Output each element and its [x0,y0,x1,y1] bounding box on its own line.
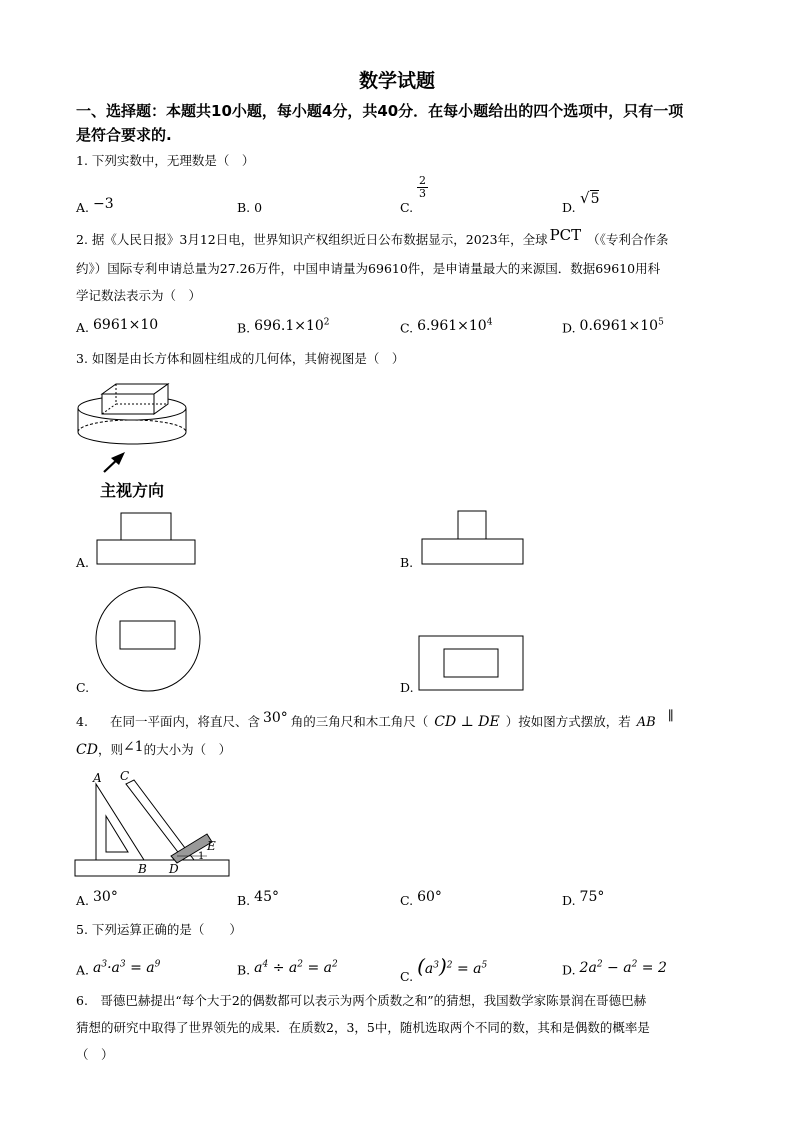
q2-line1-a: 2. 据《人民日报》3月12日电，世界知识产权组织近日公布数据显示，2023年，全球 [76,232,548,247]
q5-b-t1: a [254,959,263,976]
q4-b-value: 45° [254,889,279,905]
q1-stem: 1. 下列实数中，无理数是（ ） [76,153,255,168]
q2-c-exp: 4 [486,317,493,327]
q5-d-eq: = [641,959,654,976]
q2-line3: 学记数法表示为（ ） [76,288,202,303]
q5-b-e2: 2 [297,959,303,969]
q4-line1-c: ）按如图方式摆放，若 [505,714,631,729]
q4-angle-1: ∠1 [122,739,144,755]
q4-deg30: 30° [262,710,288,726]
q5-a-e2: 3 [119,959,126,969]
q4-a-value: 30° [93,889,118,905]
q5-b-t2: a [288,959,298,976]
q3-stem: 3. 如图是由长方体和圆柱组成的几何体，其俯视图是（ ） [76,351,405,366]
q1-option-a [76,196,114,216]
q5-c-lp: ( [417,954,425,978]
q3-view-direction-label: 主视方向 [100,481,165,500]
q4-line2-a: ，则 [97,742,123,757]
q4-d-label: D. [562,893,576,908]
q4-condition: CD ⊥ DE [434,714,500,730]
q2-a-value: 6961×10 [93,317,159,333]
q2-option-d [562,317,664,337]
q1-a-value: −3 [93,196,114,212]
q5-d-op: − [607,959,619,976]
q3-option-b-figure [421,510,524,566]
q5-a-t3: a [146,959,155,976]
section-heading-line1: 一、选择题：本题共10小题，每小题4分，共40分．在每小题给出的四个选项中，只有一项 [76,102,684,120]
q4-c-label: C. [400,893,414,908]
q2-option-c [400,317,493,337]
q4-fig-label-b: B [138,862,147,876]
q2-d-exp: 5 [658,317,664,327]
q3-option-b-label: B. [400,555,414,570]
q5-stem: 5. 下列运算正确的是（ ） [76,922,242,937]
q1-a-label: A. [76,200,90,215]
q5-d-e1: 2 [596,959,603,969]
q6-line2: 猜想的研究中取得了世界领先的成果．在质数2，3，5中，随机选取两个不同的数，其和是偶数的概率是 [76,1020,650,1035]
q4-line1-b: 角的三角尺和木工角尺（ [290,714,429,729]
q5-c-t1: a [424,961,434,977]
q5-a-e1: 3 [101,959,108,969]
q3-option-c-label: C. [76,680,90,695]
q5-b-t3: a [323,959,332,976]
q2-pct: PCT [549,226,582,244]
q2-b-exp: 2 [323,317,330,327]
q3-solid-figure [70,372,200,477]
q4-option-a [76,889,118,909]
q1-d-sqrt: √5 [580,189,600,207]
q4-b-label: B. [237,893,251,908]
q5-option-d [562,959,667,979]
q1-d-label: D. [562,200,576,215]
q3-option-a-figure [96,512,196,566]
q5-c-label: C. [400,969,414,984]
page-title: 数学试题 [358,70,435,92]
q5-d-t1: a [588,959,597,976]
q5-d-label: D. [562,962,576,978]
q4-line2 [76,740,231,758]
q4-fig-label-d: D [169,862,179,876]
q1-b-value: 0 [254,200,263,215]
q5-c-e1: 3 [433,960,439,971]
q1-option-c [400,200,413,215]
q2-b-label: B. [237,320,251,336]
q5-d-r: 2 [657,959,667,976]
q6-line1: 6. 哥德巴赫提出“每个大于2的偶数都可以表示为两个质数之和”的猜想，我国数学家陈景润在哥德巴赫 [76,993,647,1008]
q4-option-d [562,889,605,909]
q4-line2-b: 的大小为（ ） [143,742,232,757]
q5-option-a [76,959,161,979]
q5-a-dot: · [107,959,112,976]
q5-option-c [400,954,488,986]
q5-a-e3: 9 [154,959,161,969]
q5-a-label: A. [76,962,90,978]
q1-c-fraction [417,175,428,200]
q2-d-value: 0.6961×10 [579,317,659,334]
q4-line1 [76,709,674,730]
q1-option-d [562,200,576,215]
q2-b-value: 696.1×10 [254,317,324,334]
q2-d-label: D. [562,320,576,336]
q4-fig-label-a: A [93,771,102,785]
q5-c-e2: 2 [446,960,453,971]
q5-option-b [237,959,338,979]
q4-ab: AB [636,715,656,730]
q2-option-b [237,317,330,337]
q2-line2: 约》）国际专利申请总量为27.26万件，中国申请量为69610件，是申请量最大的来源国．数据69610用科 [76,261,661,276]
q5-a-t1: a [93,959,102,976]
q5-d-c1: 2 [579,959,589,976]
q5-c-t2: a [473,961,482,977]
q2-a-label: A. [76,320,90,335]
q4-line1-a: 在同一平面内，将直尺、含 [109,714,260,729]
q5-a-eq: = [130,959,142,976]
q4-d-value: 75° [579,889,605,905]
q5-b-label: B. [237,962,251,978]
q4-c-value: 60° [417,889,442,905]
q4-fig-label-1: 1 [198,851,205,862]
q2-c-label: C. [400,320,414,336]
q5-c-rp: ) [438,954,447,978]
q3-option-d-label: D. [400,680,414,695]
q2-c-value: 6.961×10 [417,317,487,334]
q2-option-a [76,317,159,336]
q4-fig-label-e: E [207,839,216,853]
q4-option-c [400,889,442,909]
q2-line1 [76,226,669,248]
q4-fig-label-c: C [120,769,130,783]
q4-option-b [237,889,279,909]
q5-d-t2: a [623,959,632,976]
q4-number: 4. [76,714,88,729]
section-heading-line2: 是符合要求的. [76,126,172,144]
q1-c-numerator: 2 [419,174,426,187]
q5-c-eq: = [456,961,469,977]
q5-a-t2: a [111,959,120,976]
q2-line1-b: （《专利合作条 [587,232,669,247]
q5-d-e2: 2 [631,959,638,969]
q6-line3: （ ） [76,1047,114,1062]
q4-cd: CD [76,742,98,758]
q5-b-e1: 4 [262,959,269,969]
q5-c-e3: 5 [481,960,488,971]
q4-a-label: A. [76,893,90,908]
q1-c-denominator: 3 [419,187,426,200]
q1-option-b [237,200,262,215]
q4-figure [74,770,234,878]
q3-option-d-figure [418,635,524,691]
q5-b-eq: = [307,959,320,976]
q5-b-op: ÷ [272,959,285,976]
q4-parallel-symbol: ∥ [667,709,674,724]
q5-b-e3: 2 [331,959,338,969]
q3-option-a-label: A. [76,555,90,570]
q3-option-c-figure [95,586,201,692]
q1-b-label: B. [237,200,251,215]
q1-c-label: C. [400,200,414,215]
q1-d-value: 5 [590,191,600,207]
